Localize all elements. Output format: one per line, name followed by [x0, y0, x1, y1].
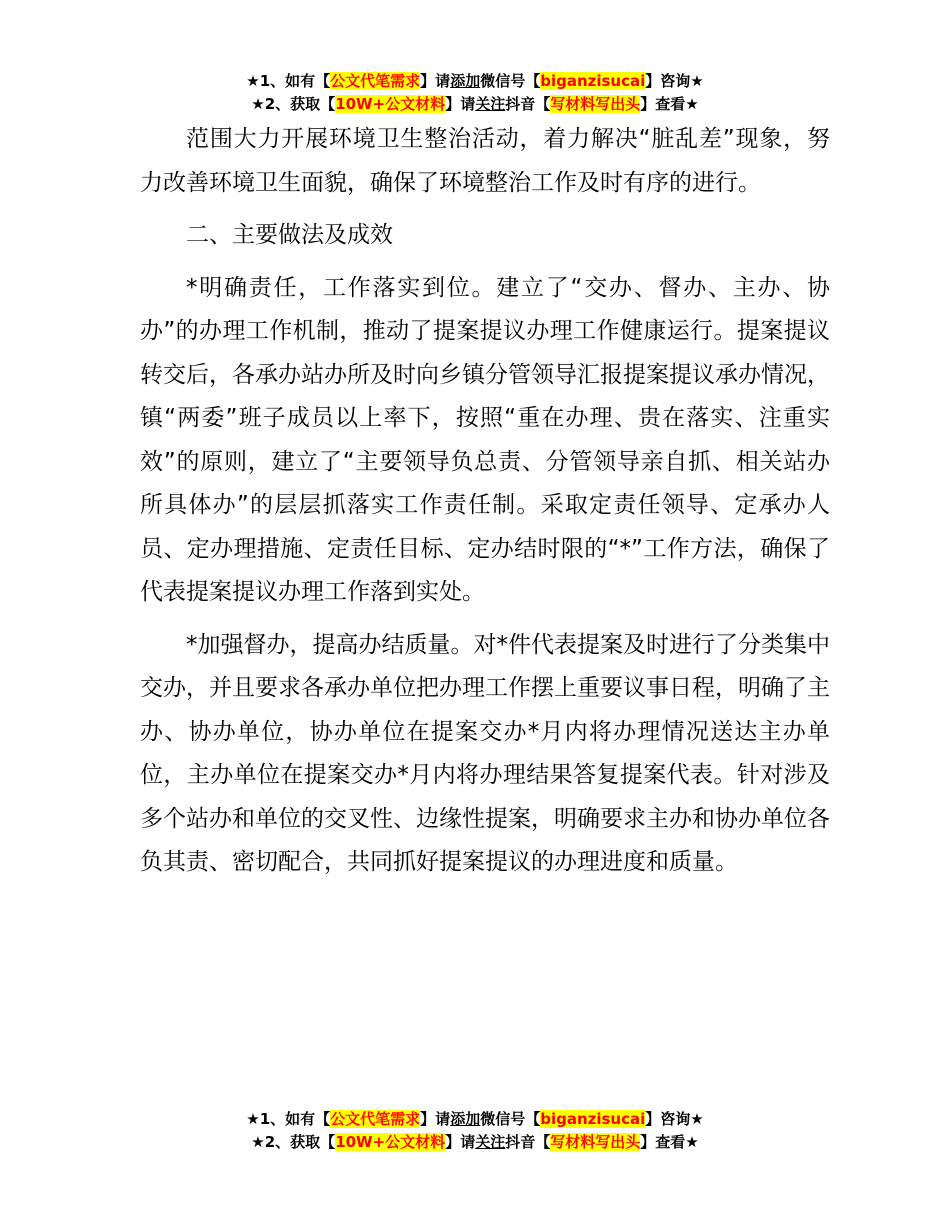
banner-underline: 关注 [475, 1133, 506, 1151]
banner-text: 】咨询★ [645, 1110, 704, 1128]
banner-highlight: 10W+公文材料 [335, 1133, 446, 1151]
banner-highlight: biganzisucai [540, 72, 646, 90]
banner-highlight: 写材料写出头 [550, 95, 641, 113]
banner-line-1 [0, 70, 950, 93]
banner-text: 】请 [420, 1110, 451, 1128]
banner-text: 抖音【 [505, 95, 551, 113]
banner-highlight: 公文代笔需求 [330, 1110, 421, 1128]
banner-line-1 [0, 1108, 950, 1131]
banner-text: 】咨询★ [645, 72, 704, 90]
paragraph: 范围大力开展环境卫生整治活动，着力解决“脏乱差”现象，努力改善环境卫生面貌，确保了环境整治工作及时有序的进行。 [140, 126, 830, 196]
banner-text: 】请 [445, 95, 476, 113]
banner-line-2 [0, 93, 950, 116]
banner-text: 微信号【 [480, 72, 541, 90]
banner-text: ★2、获取【 [251, 1133, 336, 1151]
banner-text: ★2、获取【 [251, 95, 336, 113]
paragraph: *明确责任，工作落实到位。建立了“交办、督办、主办、协办”的办理工作机制，推动了提案提议办理工作健康运行。提案提议转交后，各承办站办所及时向乡镇分管领导汇报提案提议承办情况，镇“两委”班子成员以上率下，按照“重在办理、贵在落实、注重实效”的原则，建立了“主要领导负总责、分管领导亲自抓、相关站办所具体办”的层层抓落实工作责任制。采取定责任领导、定承办人员、定办理措施、定责任目标、定办结时限的“*”工作方法，确保了代表提案提议办理工作落到实处。 [140, 274, 830, 605]
banner-text: 】查看★ [640, 1133, 699, 1151]
paragraph: *加强督办，提高办结质量。对*件代表提案及时进行了分类集中交办，并且要求各承办单位把办理工作摆上重要议事日程，明确了主办、协办单位，协办单位在提案交办*月内将办理情况送达主办单位，主办单位在提案交办*月内将办理结果答复提案代表。针对涉及多个站办和单位的交叉性、边缘性提案，明确要求主办和协办单位各负其责、密切配合，共同抓好提案提议的办理进度和质量。 [140, 631, 830, 875]
banner-underline: 添加 [450, 1110, 481, 1128]
banner-underline: 添加 [450, 72, 481, 90]
banner-text: 】请 [445, 1133, 476, 1151]
banner-highlight: 10W+公文材料 [335, 95, 446, 113]
footer-banner [0, 1108, 950, 1154]
banner-text: 】查看★ [640, 95, 699, 113]
header-banner [0, 70, 950, 116]
banner-highlight: biganzisucai [540, 1110, 646, 1128]
banner-line-2 [0, 1131, 950, 1154]
banner-highlight: 写材料写出头 [550, 1133, 641, 1151]
banner-text: ★1、如有【 [246, 72, 331, 90]
banner-text: 抖音【 [505, 1133, 551, 1151]
document-body [140, 118, 830, 885]
banner-text: 微信号【 [480, 1110, 541, 1128]
banner-highlight: 公文代笔需求 [330, 72, 421, 90]
banner-underline: 关注 [475, 95, 506, 113]
banner-text: 】请 [420, 72, 451, 90]
banner-text: ★1、如有【 [246, 1110, 331, 1128]
section-heading: 二、主要做法及成效 [186, 222, 393, 248]
